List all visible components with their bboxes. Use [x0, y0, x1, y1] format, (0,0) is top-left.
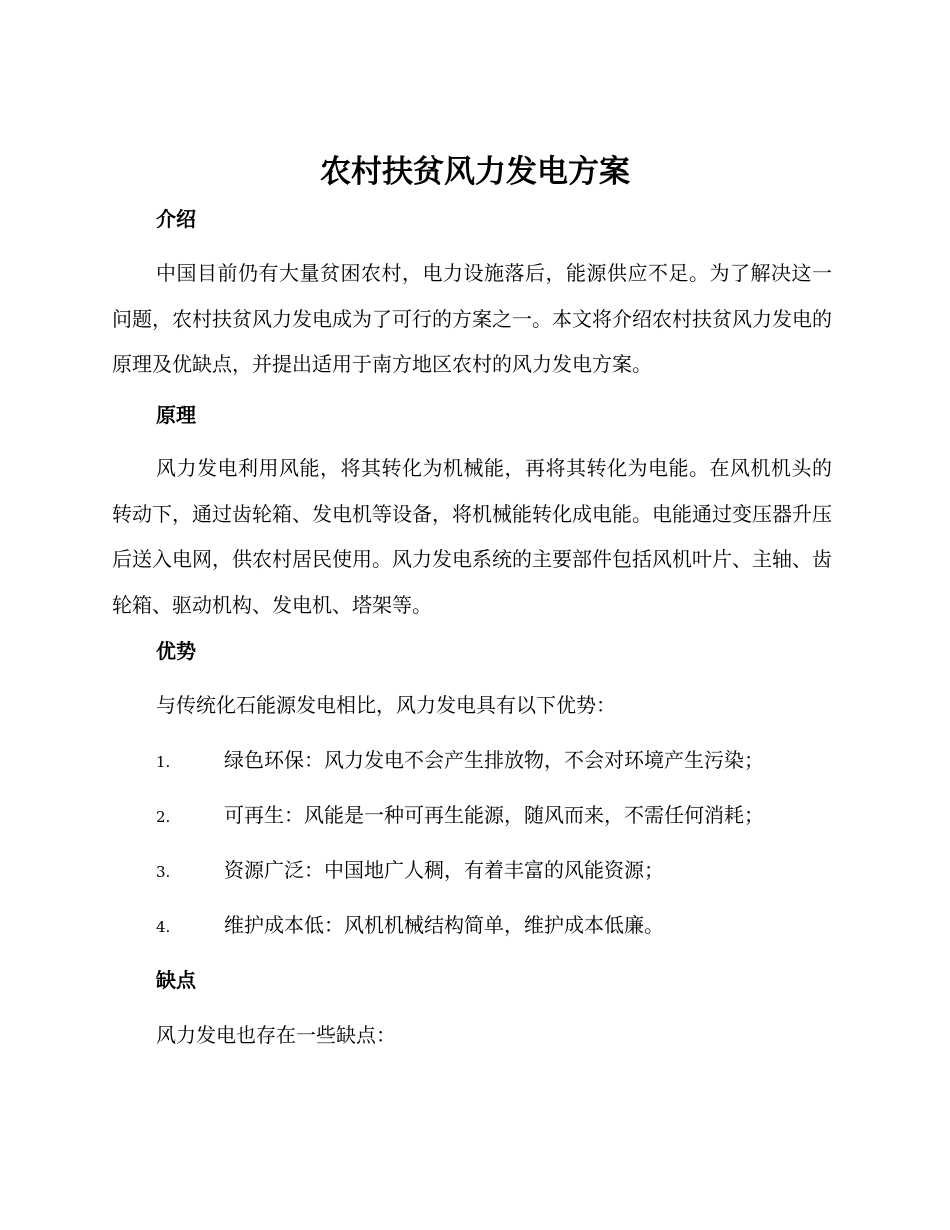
list-item: [156, 801, 856, 829]
principle-paragraph: 风力发电利用风能，将其转化为机械能，再将其转化为电能。在风机机头的转动下，通过齿轮箱、发电机等设备，将机械能转化成电能。电能通过变压器升压后送入电网，供农村居民使用。风力发电系统的主要部件包括风机叶片、主轴、齿轮箱、驱动机构、发电机、塔架等。: [112, 456, 832, 617]
list-text: 维护成本低：风机机械结构简单，维护成本低廉。: [224, 913, 664, 937]
list-number: 4.: [156, 918, 171, 936]
section-heading-disadvantages: 缺点: [156, 968, 196, 992]
list-number: 3.: [156, 863, 171, 881]
section-heading-advantages: 优势: [156, 639, 196, 663]
list-item: [156, 911, 856, 939]
advantages-lead: 与传统化石能源发电相比，风力发电具有以下优势：: [156, 693, 616, 717]
list-number: 1.: [156, 753, 171, 771]
list-item: [156, 746, 856, 774]
intro-paragraph: 中国目前仍有大量贫困农村，电力设施落后，能源供应不足。为了解决这一问题，农村扶贫风力发电成为了可行的方案之一。本文将介绍农村扶贫风力发电的原理及优缺点，并提出适用于南方地区农村的风力发电方案。: [112, 261, 832, 376]
section-heading-intro: 介绍: [156, 207, 196, 231]
disadvantages-lead: 风力发电也存在一些缺点：: [156, 1023, 396, 1047]
section-heading-principle: 原理: [156, 403, 196, 427]
list-text: 资源广泛：中国地广人稠，有着丰富的风能资源；: [224, 858, 664, 882]
list-text: 可再生：风能是一种可再生能源，随风而来，不需任何消耗；: [224, 803, 764, 827]
list-item: [156, 856, 856, 884]
document-title: 农村扶贫风力发电方案: [320, 154, 630, 190]
list-text: 绿色环保：风力发电不会产生排放物，不会对环境产生污染；: [224, 748, 764, 772]
list-number: 2.: [156, 808, 171, 826]
